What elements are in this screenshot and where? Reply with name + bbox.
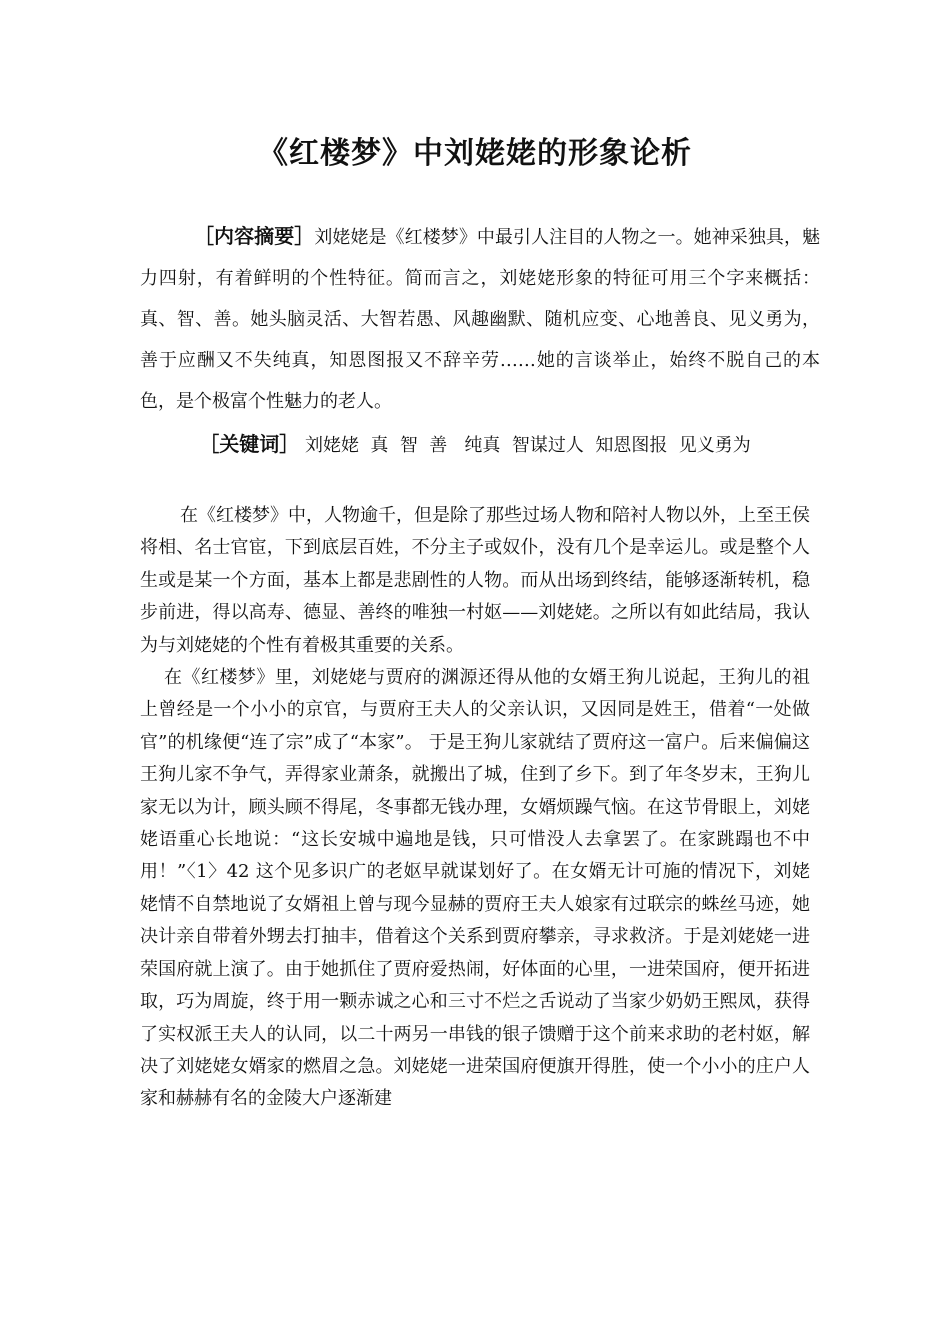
keywords-label: ［关键词］ <box>199 432 300 456</box>
abstract-label: ［内容摘要］ <box>194 224 315 248</box>
abstract-paragraph <box>140 216 820 422</box>
body-paragraph: 在《红楼梦》中，人物逾千，但是除了那些过场人物和陪衬人物以外，上至王侯将相、名士官宦，下到底层百姓，不分主子或奴仆，没有几个是幸运儿。或是整个人生或是某一个方面，基本上都是悲剧性的人物。而从出场到终结，能够逐渐转机，稳步前进，得以高寿、德显、善终的唯独一村妪——刘姥姥。之所以有如此结局，我认为与刘姥姥的个性有着极其重要的关系。 <box>140 505 810 656</box>
body-paragraph: 在《红楼梦》里，刘姥姥与贾府的渊源还得从他的女婿王狗儿说起，王狗儿的祖上曾经是一个小小的京官，与贾府王夫人的父亲认识，又因同是姓王，借着“一处做官”的机缘便“连了宗”成了“本家”。 于是王狗儿家就结了贾府这一富户。后来偏偏这王狗儿家不争气，弄得家业萧条，就搬出了城，住到了乡下。到了年冬岁末，王狗儿家无以为计，顾头顾不得尾，冬事都无钱办理，女婿烦躁气恼。在这节骨眼上，刘姥姥语重心长地说：“这长安城中遍地是钱，只可惜没人去拿罢了。在家跳蹋也不中用！”〈1〉42 这个见多识广的老妪早就谋划好了。在女婿无计可施的情况下，刘姥姥情不自禁地说了女婿祖上曾与现今显赫的贾府王夫人娘家有过联宗的蛛丝马迹，她决计亲自带着外甥去打抽丰，借着这个关系到贾府攀亲，寻求救济。于是刘姥姥一进荣国府就上演了。由于她抓住了贾府爱热闹，好体面的心里，一进荣国府，便开拓进取，巧为周旋，终于用一颗赤诚之心和三寸不烂之舌说动了当家少奶奶王熙凤，获得了实权派王夫人的认同，以二十两另一串钱的银子馈赠于这个前来求助的老村妪，解决了刘姥姥女婿家的燃眉之急。刘姥姥一进荣国府便旗开得胜，使一个小小的庄户人家和赫赫有名的金陵大户逐渐建 <box>140 667 810 1110</box>
abstract-text: 刘姥姥是《红楼梦》中最引人注目的人物之一。她神采独具，魅力四射，有着鲜明的个性特征。简而言之，刘姥姥形象的特征可用三个字来概括：真、智、善。她头脑灵活、大智若愚、风趣幽默、随机应变、心地善良、见义勇为，善于应酬又不失纯真，知恩图报又不辞辛劳……她的言谈举止，始终不脱自己的本色，是个极富个性魅力的老人。 <box>140 227 821 412</box>
page-title: 《红楼梦》中刘姥姥的形象论析 <box>258 136 692 171</box>
keywords-line <box>0 428 950 457</box>
body-text <box>140 500 810 1116</box>
keywords-text: 刘姥姥 真 智 善 纯真 智谋过人 知恩图报 见义勇为 <box>299 435 751 456</box>
